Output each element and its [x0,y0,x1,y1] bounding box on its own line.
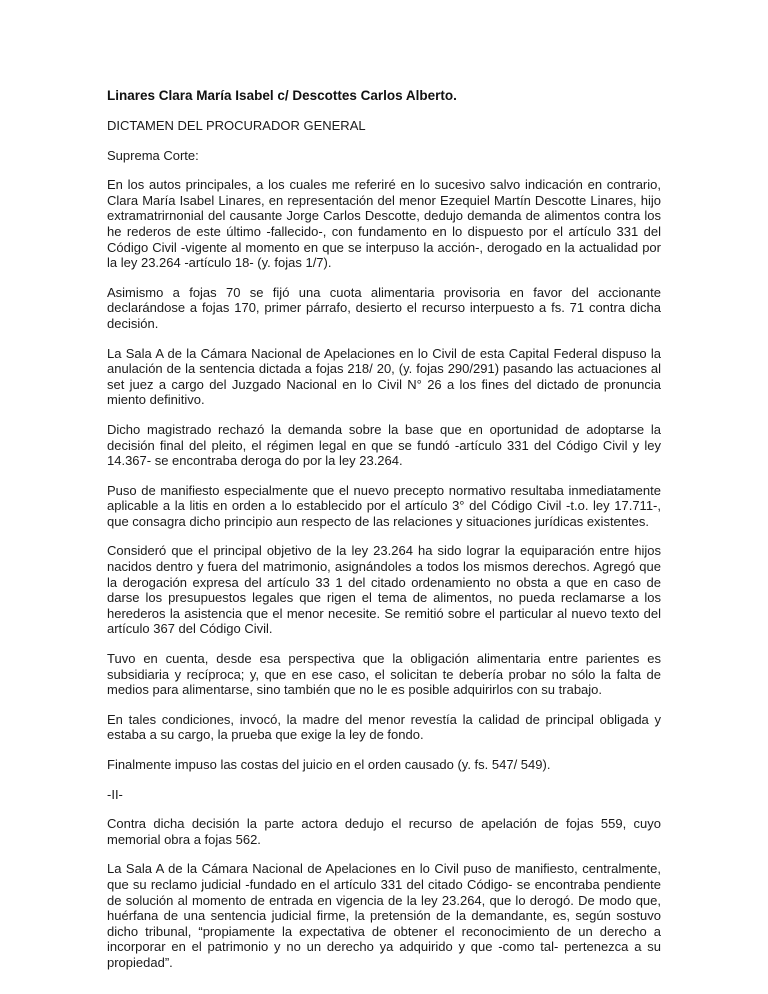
paragraph: Asimismo a fojas 70 se fijó una cuota alimentaria provisoria en favor del accionante declarándose a fojas 170, primer párrafo, desierto el recurso interpuesto a fs. 71 contra dicha decisión. [107,284,661,331]
paragraph: En los autos principales, a los cuales me referiré en lo sucesivo salvo indicación en contrario, Clara María Isabel Linares, en representación del menor Ezequiel Martín Descotte Linares, hijo extramatrirnonial del causante Jorge Carlos Descotte, dedujo demanda de alimentos contra los he rederos de este último -fallecido-, con fundamento en lo dispuesto por el artículo 331 del Código Civil -vigente al momento en que se interpuso la acción-, derogado en la actualidad por la ley 23.264 -artículo 18- (y. fojas 1/7). [107,177,661,271]
paragraph: Dicho magistrado rechazó la demanda sobre la base que en oportunidad de adoptarse la decisión final del pleito, el régimen legal en que se fundó -artículo 331 del Código Civil y ley 14.367- se encontraba deroga do por la ley 23.264. [107,421,661,469]
paragraph: Consideró que el principal objetivo de la ley 23.264 ha sido lograr la equiparación entre hijos nacidos dentro y fuera del matrimonio, asignándoles a todos los mismos derechos. Agregó que la derogación expresa del artículo 33 1 del citado ordenamiento no obsta a que en caso de darse los presupuestos legales que rigen el tema de alimentos, no pueda reclamarse a los herederos la asistencia que el menor necesite. Se remitió sobre el particular al nuevo texto del artículo 367 del Código Civil. [107,543,661,637]
paragraph-salutation: Suprema Corte: [107,147,199,163]
paragraph: Contra dicha decisión la parte actora dedujo el recurso de apelación de fojas 559, cuyo memorial obra a fojas 562. [107,816,661,847]
paragraph: La Sala A de la Cámara Nacional de Apelaciones en lo Civil de esta Capital Federal dispuso la anulación de la sentencia dictada a fojas 218/ 20, (y. fojas 290/291) pasando las actuaciones al set juez a cargo del Juzgado Nacional en lo Civil N° 26 a los fines del dictado de pronuncia miento definitivo. [107,345,661,408]
paragraph: Puso de manifiesto especialmente que el nuevo precepto normativo resultaba inmediatamente aplicable a la litis en orden a lo establecido por el artículo 3° del Código Civil -t.o. ley 17.711-, que consagra dicho principio aun respecto de las relaciones y situaciones jurídicas existentes. [107,482,661,529]
paragraph-heading-dictamen: DICTAMEN DEL PROCURADOR GENERAL [107,118,366,133]
paragraph: Finalmente impuso las costas del juicio en el orden causado (y. fs. 547/ 549). [107,757,551,772]
paragraph: La Sala A de la Cámara Nacional de Apelaciones en lo Civil puso de manifiesto, centralmente, que su reclamo judicial -fundado en el artículo 331 del citado Código- se encontraba pendiente de solución al momento de entrada en vigencia de la ley 23.264, que lo derogó. De modo que, huérfana de una sentencia judicial firme, la pretensión de la demandante, es, según sostuvo dicho tribunal, “propiamente la expectativa de obtener el reconocimiento de un derecho a incorporar en el patrimonio y no un derecho ya adquirido y que -como tal- pertenezca a su propiedad”. [107,861,661,970]
paragraph: En tales condiciones, invocó, la madre del menor revestía la calidad de principal obligada y estaba a su cargo, la prueba que exige la ley de fondo. [107,711,661,743]
paragraph: Tuvo en cuenta, desde esa perspectiva que la obligación alimentaria entre parientes es subsidiaria y recíproca; y, que en ese caso, el solicitan te debería probar no sólo la falta de medios para alimentarse, sino también que no le es posible adquirirlos con su trabajo. [107,651,661,698]
section-marker-ii: -II- [107,786,123,802]
document-title: Linares Clara María Isabel c/ Descottes Carlos Alberto. [107,88,457,103]
